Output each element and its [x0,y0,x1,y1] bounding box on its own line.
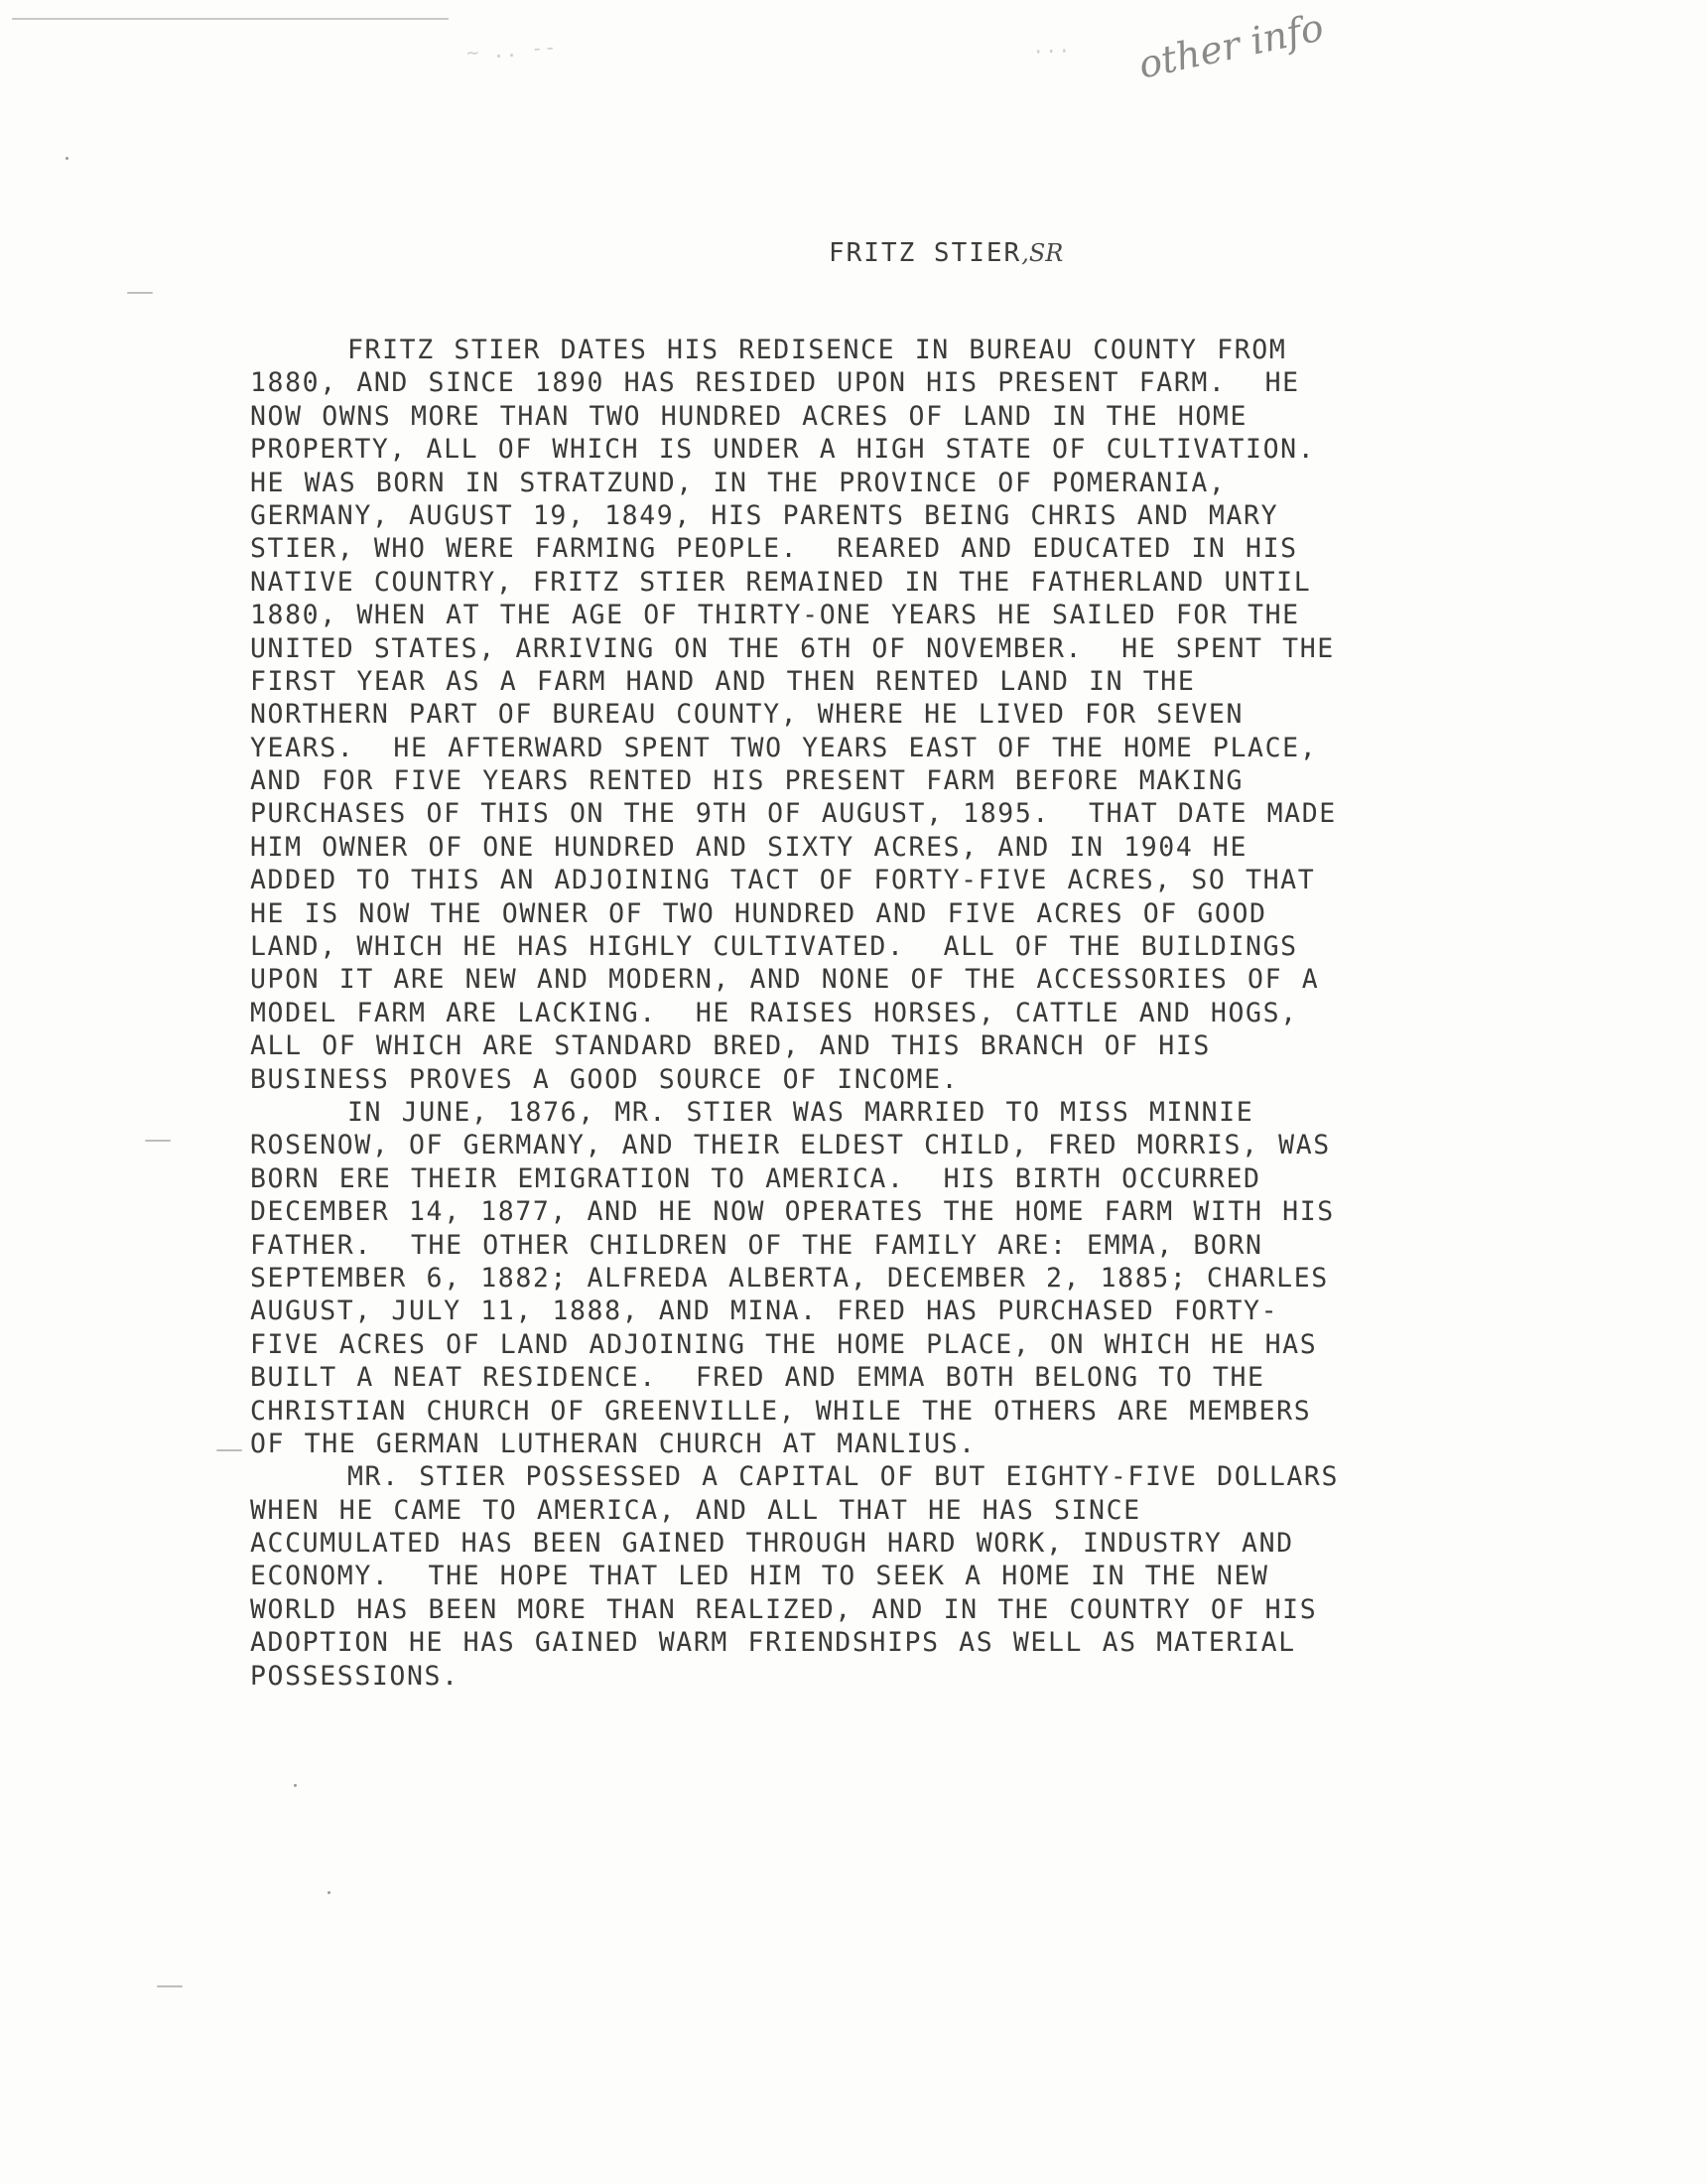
text-line: ROSENOW, OF GERMANY, AND THEIR ELDEST CHILD, FRED MORRIS, WAS [250,1130,1331,1161]
text-line: NATIVE COUNTRY, FRITZ STIER REMAINED IN THE FATHERLAND UNTIL [250,566,1312,598]
title-text: FRITZ STIER [829,238,1022,268]
text-line: ALL OF WHICH ARE STANDARD BRED, AND THIS BRANCH OF HIS [250,1030,1211,1062]
paragraph-first-line: MR. STIER POSSESSED A CAPITAL OF BUT EIGHTY-FIVE DOLLARS [347,1461,1340,1493]
page-title [829,238,1063,268]
text-line: MODEL FARM ARE LACKING. HE RAISES HORSES, CATTLE AND HOGS, [250,997,1298,1028]
text-line: CHRISTIAN CHURCH OF GREENVILLE, WHILE THE OTHERS ARE MEMBERS [250,1395,1312,1427]
text-line: PROPERTY, ALL OF WHICH IS UNDER A HIGH STATE OF CULTIVATION. [250,434,1316,466]
text-line: PURCHASES OF THIS ON THE 9TH OF AUGUST, 1895. THAT DATE MADE [250,798,1337,830]
text-line: 1880, WHEN AT THE AGE OF THIRTY-ONE YEARS HE SAILED FOR THE [250,600,1300,631]
text-line: NORTHERN PART OF BUREAU COUNTY, WHERE HE LIVED FOR SEVEN [250,699,1245,731]
paragraph-first-line: FRITZ STIER DATES HIS REDISENCE IN BUREAU COUNTY FROM [347,335,1287,365]
text-line: BUILT A NEAT RESIDENCE. FRED AND EMMA BOTH BELONG TO THE [250,1362,1265,1394]
text-line: AND FOR FIVE YEARS RENTED HIS PRESENT FARM BEFORE MAKING [250,765,1245,797]
text-line: ECONOMY. THE HOPE THAT LED HIM TO SEEK A HOME IN THE NEW [250,1561,1269,1592]
text-line: ACCUMULATED HAS BEEN GAINED THROUGH HARD WORK, INDUSTRY AND [250,1528,1294,1560]
speck [328,1891,330,1894]
speck [294,1784,297,1787]
scan-edge-rule [12,18,449,20]
text-line: OF THE GERMAN LUTHERAN CHURCH AT MANLIUS. [250,1428,977,1459]
text-line: WORLD HAS BEEN MORE THAN REALIZED, AND IN THE COUNTRY OF HIS [250,1593,1318,1625]
faded-stamp-right: ... [1031,33,1072,59]
text-line: HE IS NOW THE OWNER OF TWO HUNDRED AND FIVE ACRES OF GOOD [250,897,1267,929]
text-line: FIVE ACRES OF LAND ADJOINING THE HOME PLACE, ON WHICH HE HAS [250,1328,1318,1360]
text-line: UNITED STATES, ARRIVING ON THE 6TH OF NOVEMBER. HE SPENT THE [250,632,1335,664]
margin-mark [216,1449,242,1451]
text-line: STIER, WHO WERE FARMING PEOPLE. REARED AND EDUCATED IN HIS [250,533,1298,565]
text-line: HIM OWNER OF ONE HUNDRED AND SIXTY ACRES, AND IN 1904 HE [250,831,1248,863]
text-line: AUGUST, JULY 11, 1888, AND MINA. FRED HAS PURCHASED FORTY- [250,1296,1279,1327]
text-line: SEPTEMBER 6, 1882; ALFREDA ALBERTA, DECEMBER 2, 1885; CHARLES [250,1262,1329,1294]
title-annotation: ,SR [1021,239,1064,267]
text-line: FATHER. THE OTHER CHILDREN OF THE FAMILY ARE: EMMA, BORN [250,1229,1263,1261]
text-line: ADDED TO THIS AN ADJOINING TACT OF FORTY-FIVE ACRES, SO THAT [250,865,1316,896]
handwritten-note: other info [1134,5,1328,87]
text-line: FIRST YEAR AS A FARM HAND AND THEN RENTED LAND IN THE [250,665,1196,697]
document-body [250,334,1491,1693]
text-line: UPON IT ARE NEW AND MODERN, AND NONE OF THE ACCESSORIES OF A [250,964,1320,996]
text-line: WHEN HE CAME TO AMERICA, AND ALL THAT HE HAS SINCE [250,1494,1141,1526]
text-line: DECEMBER 14, 1877, AND HE NOW OPERATES THE HOME FARM WITH HIS [250,1196,1335,1228]
text-line: YEARS. HE AFTERWARD SPENT TWO YEARS EAST OF THE HOME PLACE, [250,732,1318,763]
text-line: LAND, WHICH HE HAS HIGHLY CULTIVATED. ALL OF THE BUILDINGS [250,931,1298,963]
text-line: ADOPTION HE HAS GAINED WARM FRIENDSHIPS AS WELL AS MATERIAL [250,1627,1296,1659]
text-line: BUSINESS PROVES A GOOD SOURCE OF INCOME. [250,1063,960,1095]
margin-mark [127,292,153,294]
text-line: HE WAS BORN IN STRATZUND, IN THE PROVINCE OF POMERANIA, [250,467,1227,498]
margin-mark [145,1140,171,1142]
text-line: 1880, AND SINCE 1890 HAS RESIDED UPON HIS PRESENT FARM. HE [250,367,1300,399]
text-line: GERMANY, AUGUST 19, 1849, HIS PARENTS BEING CHRIS AND MARY [250,499,1279,531]
text-line: NOW OWNS MORE THAN TWO HUNDRED ACRES OF LAND IN THE HOME [250,400,1248,432]
text-line: BORN ERE THEIR EMIGRATION TO AMERICA. HIS BIRTH OCCURRED [250,1162,1261,1194]
margin-mark [157,1985,183,1987]
faded-stamp-left: ~ .. -- [465,34,559,66]
speck [66,157,68,160]
paragraph-first-line: IN JUNE, 1876, MR. STIER WAS MARRIED TO MISS MINNIE [347,1096,1254,1128]
text-line: POSSESSIONS. [250,1660,460,1692]
